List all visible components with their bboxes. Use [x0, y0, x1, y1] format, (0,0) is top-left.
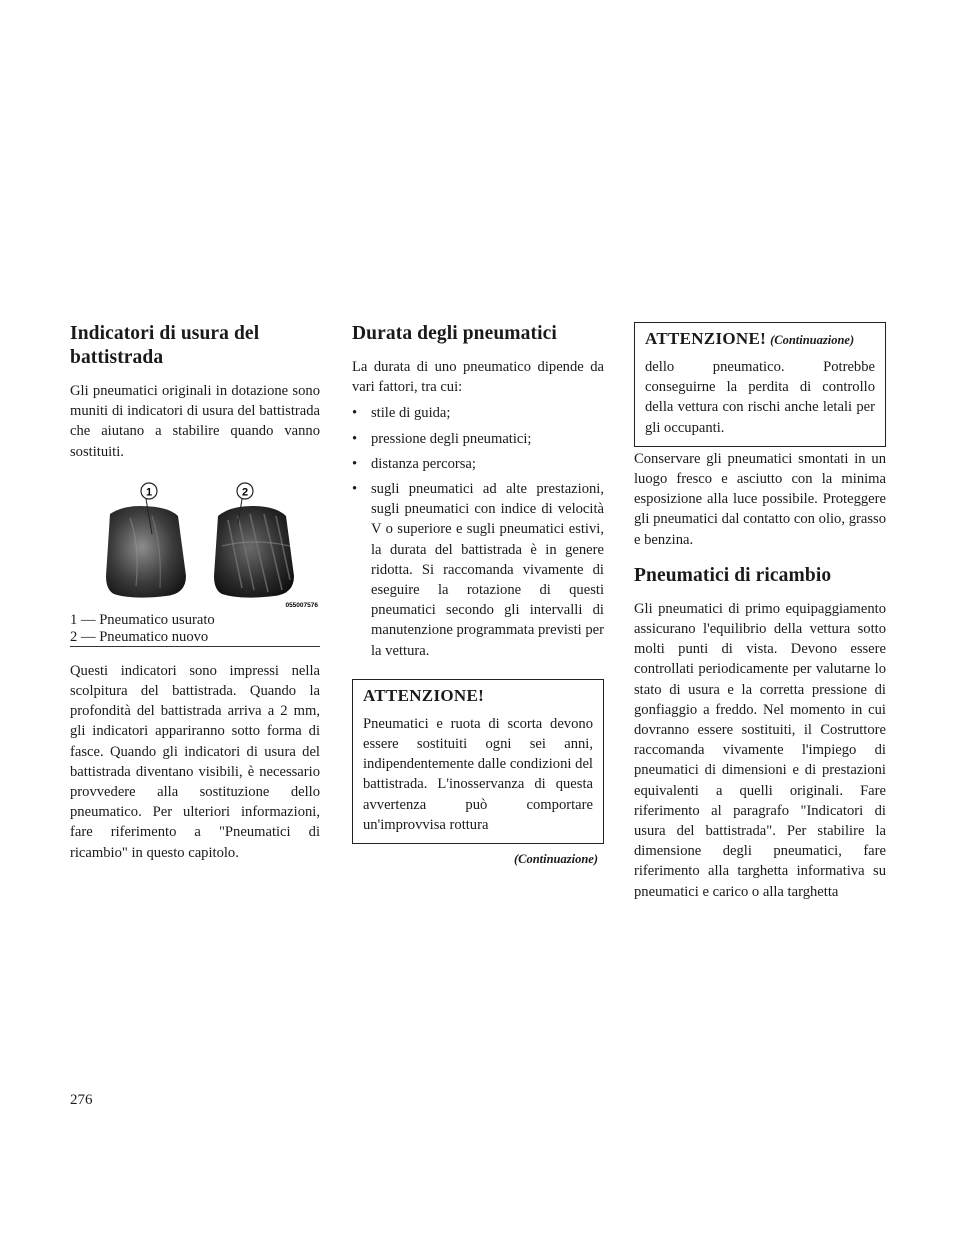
caption-worn: 1 — Pneumatico usurato — [70, 611, 215, 628]
warning-title: ATTENZIONE! — [363, 685, 485, 705]
column-left — [70, 322, 320, 863]
column-middle — [352, 322, 604, 867]
warning-box — [352, 679, 604, 844]
heading-tire-life: Durata degli pneumatici — [352, 323, 557, 344]
storage-text: Conservare gli pneumatici smontati in un luogo fresco e asciutto con la minima esposizione alla luce possibile. Proteggere gli pneumatici dal contatto con olio, grasso e benzina. — [634, 450, 886, 548]
svg-text:1: 1 — [145, 486, 153, 499]
figure-code: 055007576 — [285, 601, 318, 609]
tire-life-factors — [352, 403, 604, 660]
warning-title-continued: ATTENZIONE! (Continuazione) — [645, 329, 855, 348]
tire-figure — [70, 476, 320, 612]
page-number: 276 — [70, 1092, 93, 1108]
intro-tread-wear: Gli pneumatici originali in dotazione sono muniti di indicatori di usura del battistrada che aiutano a stabilire quando vanno sostituiti. — [70, 383, 320, 460]
list-item: • sugli pneumatici ad alte prestazioni, sugli pneumatici con indice di velocità V o superiore e sugli pneumatici estivi, la durata del battistrada è in genere ridotta. Si raccomanda vivamente di eseguire la rotazione di questi pneumatici secondo gli intervalli di manutenzione programmata previsti per la vettura. — [352, 481, 605, 659]
warning-text-continued: dello pneumatico. Potrebbe conseguirne la perdita di controllo della vettura con rischi anche letali per gli occupanti. — [645, 359, 875, 436]
heading-tread-wear: Indicatori di usura del battistrada — [70, 323, 260, 368]
heading-spare-tires: Pneumatici di ricambio — [634, 564, 832, 586]
intro-tire-life: La durata di uno pneumatico dipende da vari fattori, tra cui: — [352, 359, 604, 396]
warning-text: Pneumatici e ruota di scorta devono essere sostituiti ogni sei anni, indipendentemente dalle condizioni del battistrada. L'inosservanza di questa avvertenza può comportare un'improvvisa rottura — [363, 715, 593, 833]
list-item: • pressione degli pneumatici; — [352, 430, 532, 447]
caption-new: 2 — Pneumatico nuovo — [70, 628, 209, 645]
spare-tires-body: Gli pneumatici di primo equipaggiamento assicurano l'equilibrio della vettura sotto molti punti di vista. Devono essere controllati periodicamente per valutarne lo stato di usura e la corretta pressione di gonfiaggio a freddo. Nel momento in cui dovranno essere sostituiti, il Costruttore raccomanda vivamente l'impiego di pneumatici di dimensioni e di prestazioni equivalenti a quelli originali. Fare riferimento al paragrafo "Indicatori di usura del battistrada". Per stabilire la dimensione degli pneumatici, fare riferimento alla targhetta informativa su pneumatici e carico o alla targhetta — [634, 600, 886, 900]
warning-box-continued — [634, 322, 886, 447]
list-item: • stile di guida; — [352, 405, 451, 422]
worn-tire-image — [106, 506, 186, 598]
tread-wear-body: Questi indicatori sono impressi nella scolpitura del battistrada. Quando la profondità del battistrada arriva a 2 mm, gli indicatori appariranno sotto forma di fasce. Quando gli indicatori di usura del battistrada diventano visibili, è necessario provvedere alla sostituzione dello pneumatico. Per ulteriori informazioni, fare riferimento a "Pneumatici di ricambio" in questo capitolo. — [70, 662, 320, 861]
column-right — [634, 322, 886, 902]
tire-illustration — [70, 476, 320, 612]
caption-divider — [70, 646, 320, 647]
warning-continued-label: (Continuazione) — [770, 333, 855, 347]
continued-note: (Continuazione) — [513, 852, 598, 867]
list-item: • distanza percorsa; — [352, 455, 476, 472]
new-tire-image — [214, 506, 294, 598]
svg-text:2: 2 — [241, 486, 249, 499]
